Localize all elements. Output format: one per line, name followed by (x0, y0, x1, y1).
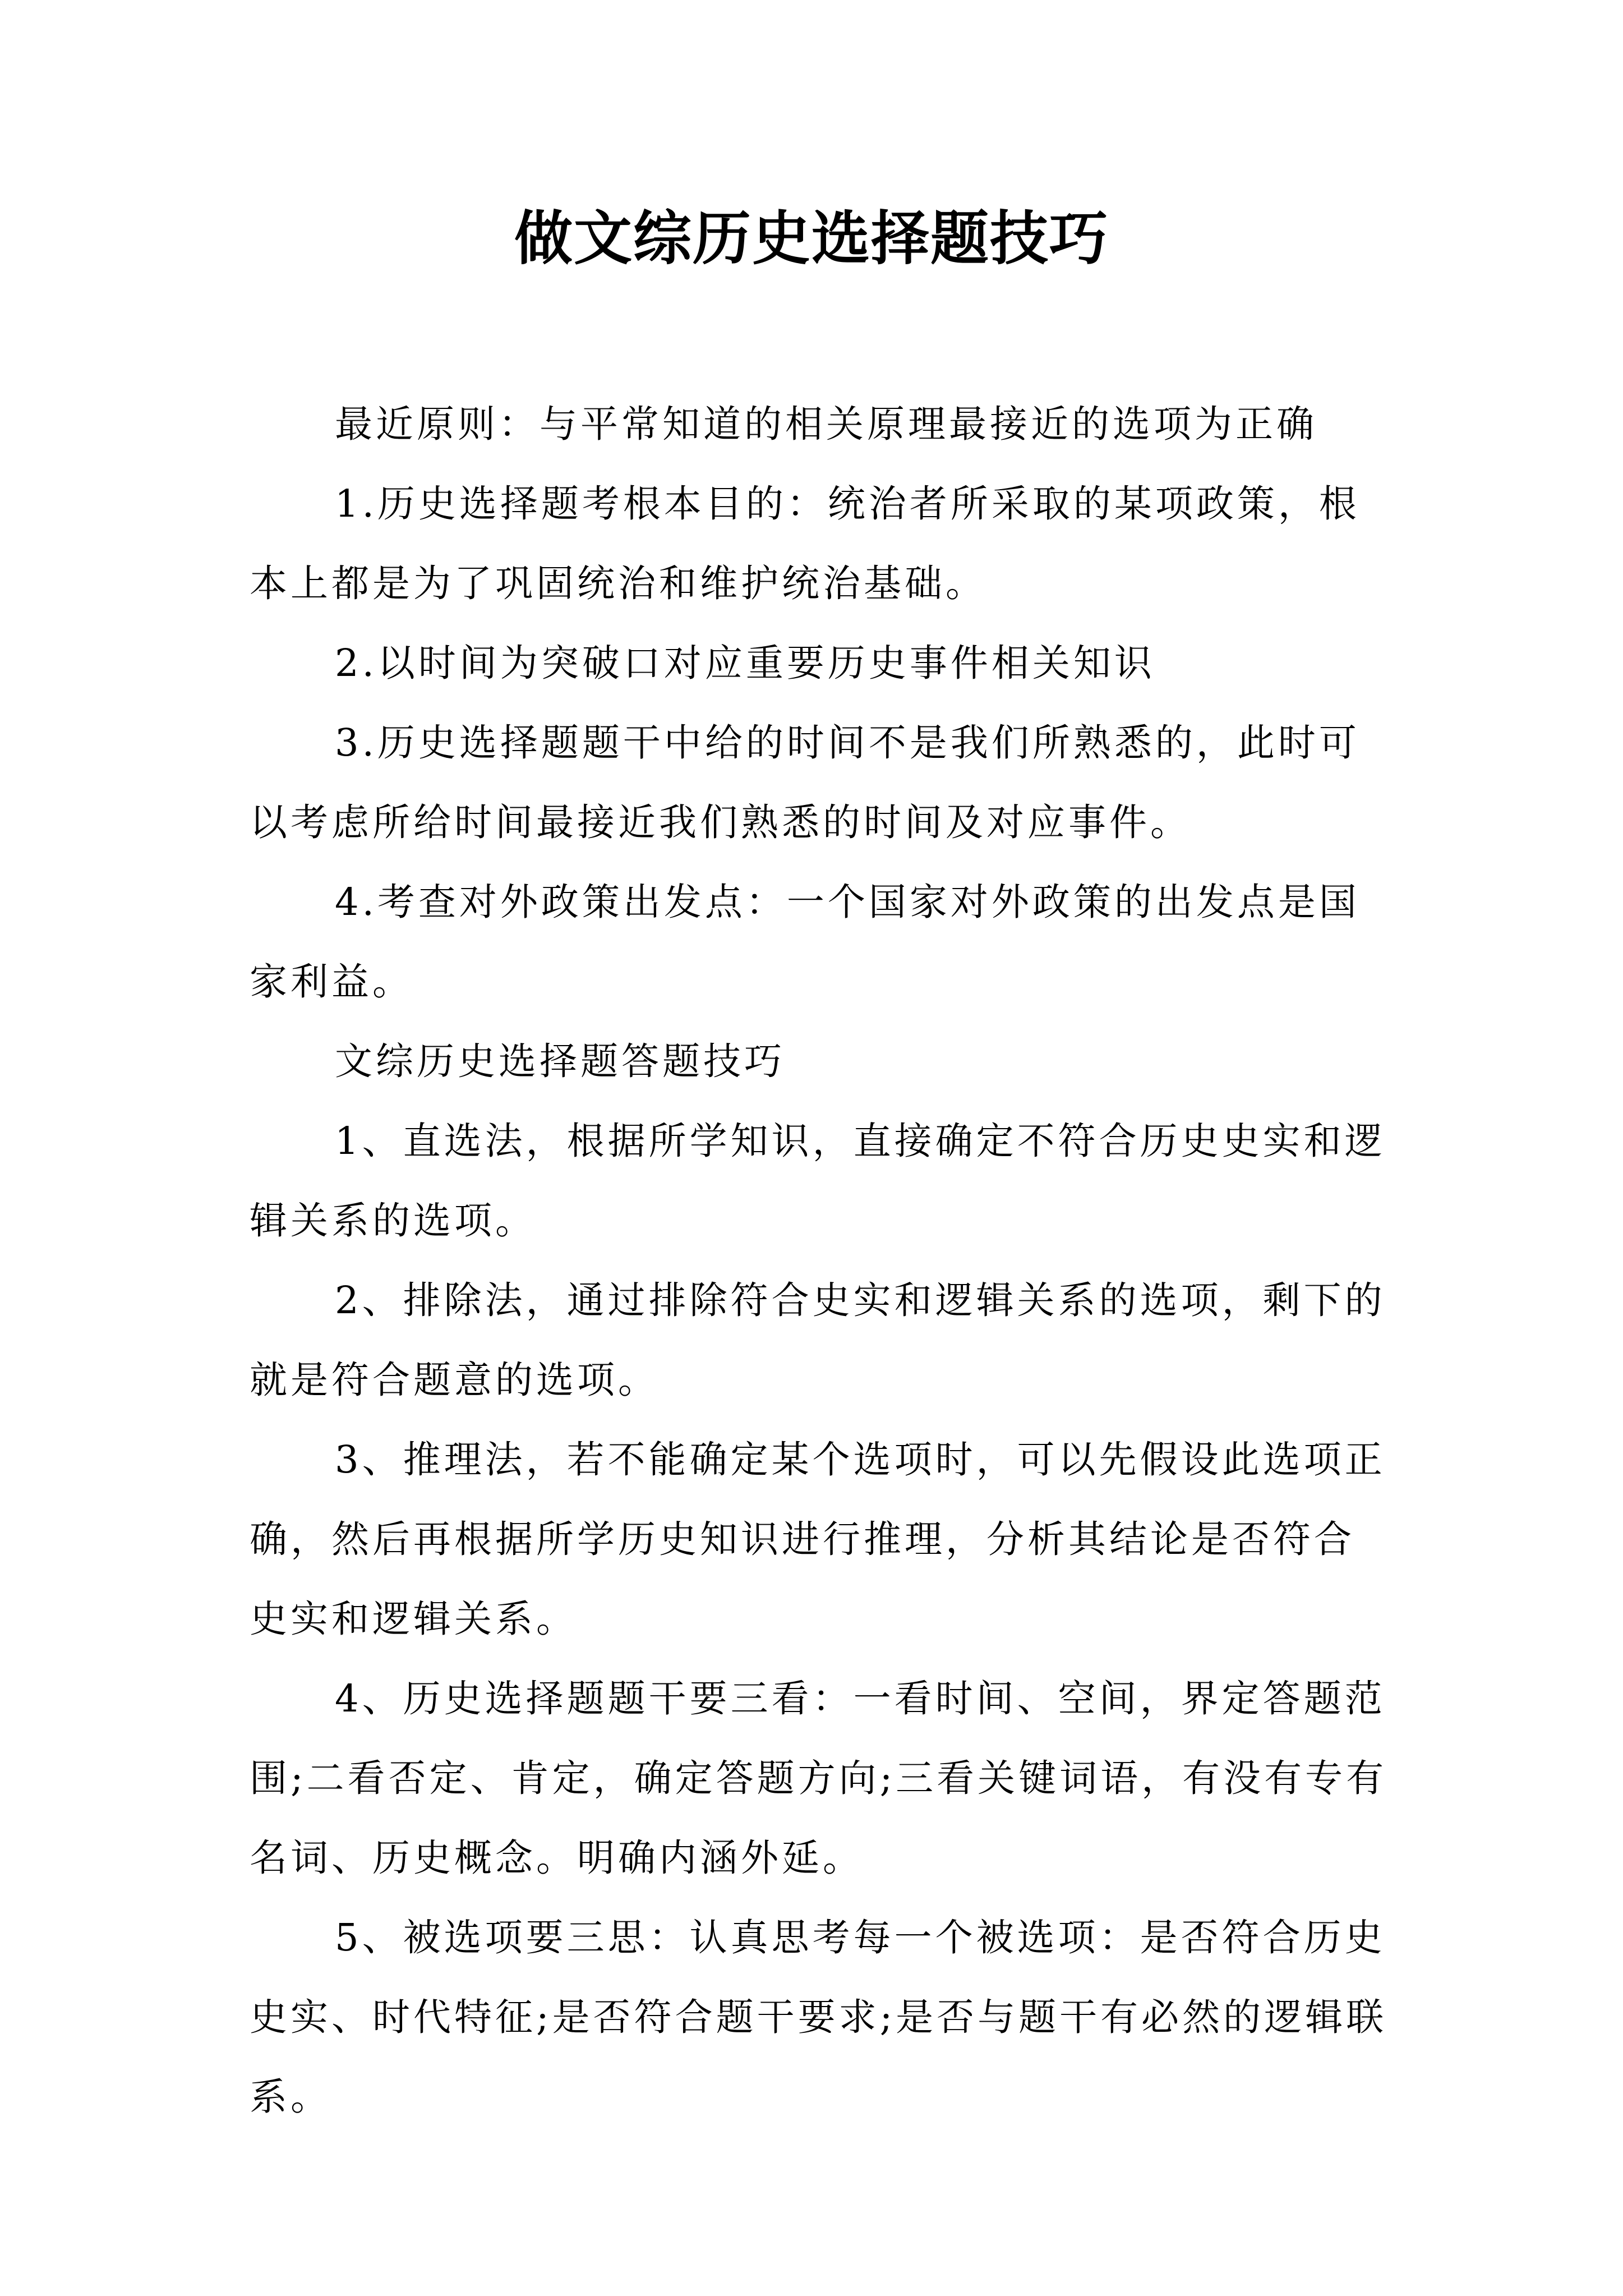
paragraph: 1.历史选择题考根本目的：统治者所采取的某项政策，根本上都是为了巩固统治和维护统治基础。 (250, 482, 1360, 605)
paragraph: 5、被选项要三思：认真思考每一个被选项：是否符合历史史实、时代特征;是否符合题干要求;是否与题干有必然的逻辑联系。 (250, 1916, 1387, 2119)
paragraph: 1、直选法，根据所学知识，直接确定不符合历史史实和逻辑关系的选项。 (250, 1119, 1386, 1243)
paragraph: 2、排除法，通过排除符合史实和逻辑关系的选项，剩下的就是符合题意的选项。 (250, 1278, 1386, 1402)
paragraph: 最近原则：与平常知道的相关原理最接近的选项为正确 (335, 402, 1317, 446)
paragraph: 4.考查对外政策出发点：一个国家对外政策的出发点是国家利益。 (250, 880, 1360, 1004)
page-title: 做文综历史选择题技巧 (514, 204, 1109, 273)
section-heading: 文综历史选择题答题技巧 (335, 1039, 785, 1083)
paragraph: 3、推理法，若不能确定某个选项时，可以先假设此选项正确，然后再根据所学历史知识进行推理，分析其结论是否符合史实和逻辑关系。 (250, 1438, 1386, 1641)
paragraph: 2.以时间为突破口对应重要历史事件相关知识 (335, 641, 1155, 685)
paragraph: 3.历史选择题题干中给的时间不是我们所熟悉的，此时可以考虑所给时间最接近我们熟悉的时间及对应事件。 (250, 721, 1360, 844)
document-body (250, 384, 1394, 2137)
paragraph: 4、历史选择题题干要三看：一看时间、空间，界定答题范围;二看否定、肯定，确定答题方向;三看关键词语，有没有专有名词、历史概念。明确内涵外延。 (250, 1677, 1387, 1880)
